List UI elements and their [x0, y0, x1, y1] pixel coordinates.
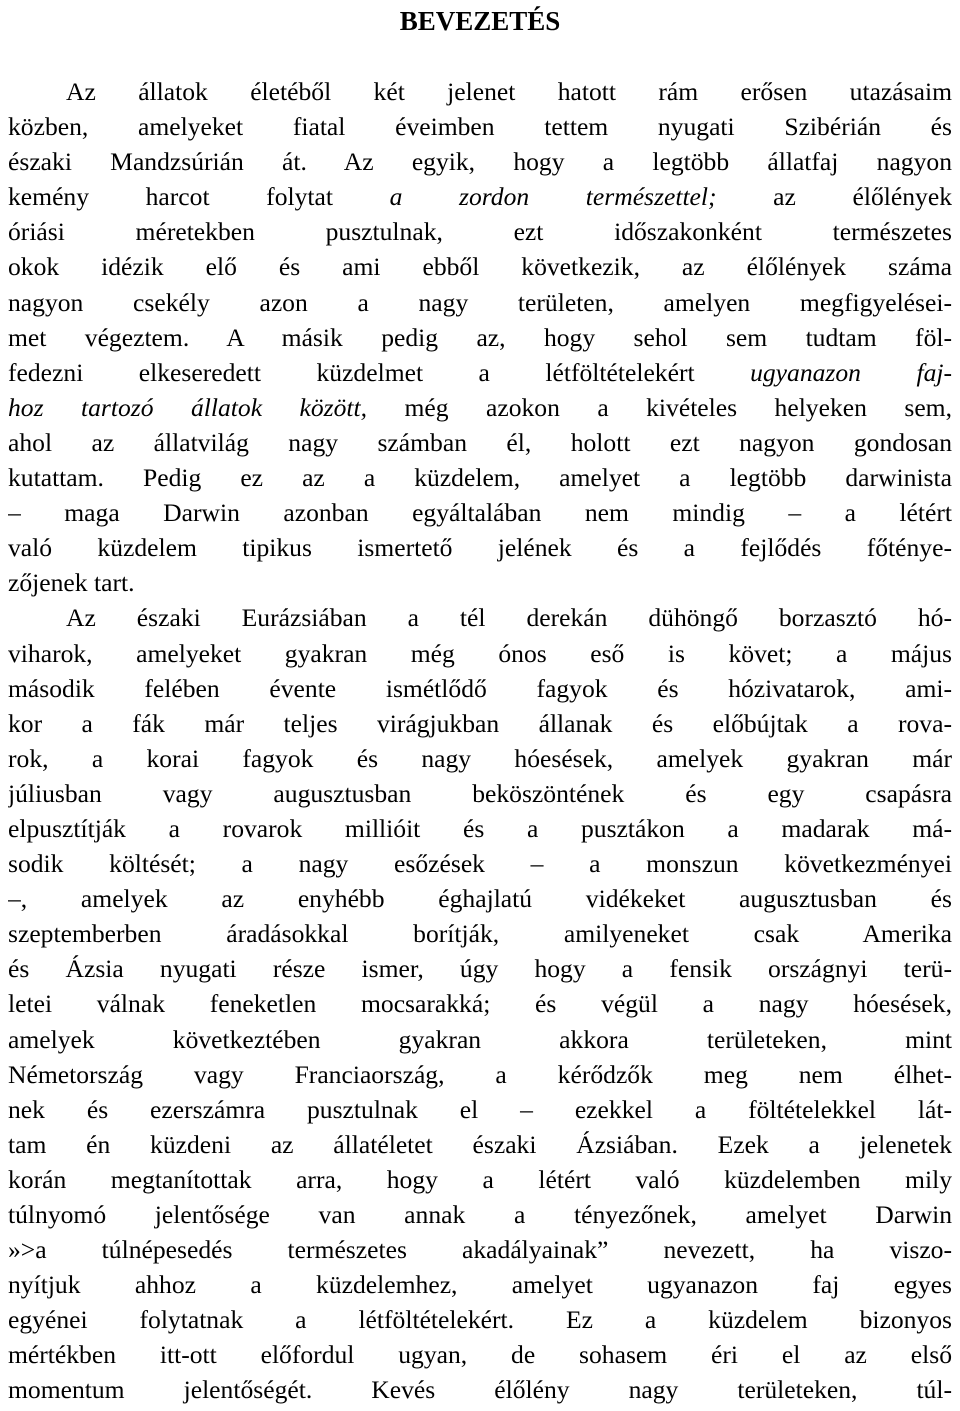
- text-line: [8, 951, 952, 986]
- text-line: [8, 144, 952, 179]
- text-segment: letei válnak feneketlen mocsarakká; és végül a nagy hóesések,: [8, 989, 952, 1019]
- text-line: [8, 1197, 952, 1232]
- text-line: [8, 179, 952, 214]
- document-page: [8, 0, 952, 1408]
- text-line: [8, 1127, 952, 1162]
- text-line: [8, 460, 952, 495]
- text-line: [8, 671, 952, 706]
- text-line: [8, 1337, 952, 1372]
- text-line: [8, 1092, 952, 1127]
- text-segment: amelyek következtében gyakran akkora területeken, mint: [8, 1024, 952, 1054]
- text-line: [8, 355, 952, 390]
- text-line: [8, 741, 952, 776]
- text-segment: kutattam. Pedig ez az a küzdelem, amelyet a legtöbb darwinista: [8, 463, 952, 493]
- text-line: [8, 636, 952, 671]
- text-segment: második felében évente ismétlődő fagyok és hózivatarok, ami-: [8, 673, 952, 703]
- text-segment: szeptemberben áradásokkal borítják, amilyeneket csak Amerika: [8, 919, 952, 949]
- text-segment: met végeztem. A másik pedig az, hogy sehol sem tudtam föl-: [8, 322, 952, 352]
- text-segment: Az állatok életéből két jelenet hatott rám erősen utazásaim: [66, 77, 952, 106]
- text-segment: Az északi Eurázsiában a tél derekán dühöngő borzasztó hó-: [66, 603, 952, 633]
- text-line: [8, 214, 952, 249]
- text-line: [8, 1022, 952, 1057]
- text-segment: mértékben itt-ott előfordul ugyan, de sohasem éri el az első: [8, 1340, 952, 1370]
- text-line: [8, 565, 952, 600]
- text-segment: –, amelyek az enyhébb éghajlatú vidékeket augusztusban és: [8, 884, 952, 914]
- text-segment: rok, a korai fagyok és nagy hóesések, amelyek gyakran már: [8, 743, 952, 773]
- text-segment: Németország vagy Franciaország, a kérődzők meg nem élhet-: [8, 1059, 952, 1089]
- italic-text-segment: ugyanazon faj-: [750, 357, 952, 387]
- text-line: [8, 530, 952, 565]
- text-line: [8, 1162, 952, 1197]
- text-line: [8, 1302, 952, 1337]
- text-segment: nyítjuk ahhoz a küzdelemhez, amelyet ugyanazon faj egyes: [8, 1270, 952, 1300]
- text-line: [8, 706, 952, 741]
- text-line: [8, 425, 952, 460]
- text-line: [8, 320, 952, 355]
- text-line: [8, 390, 952, 425]
- text-segment: még azokon a kivételes helyeken sem,: [367, 392, 952, 422]
- text-segment: ahol az állatvilág nagy számban él, holott ezt nagyon gondosan: [8, 427, 952, 457]
- text-segment: és Ázsia nyugati része ismer, úgy hogy a fensik országnyi terü-: [8, 954, 952, 984]
- text-segment: tam én küzdeni az állatéletet északi Ázsiában. Ezek a jelenetek: [8, 1129, 952, 1159]
- text-line: [8, 109, 952, 144]
- text-segment: fedezni elkeseredett küzdelmet a létföltételekért: [8, 357, 751, 387]
- text-segment: közben, amelyeket fiatal éveimben tettem nyugati Szibérián és: [8, 112, 952, 142]
- text-segment: sodik költését; a nagy esőzések – a monszun következményei: [8, 849, 952, 879]
- text-segment: északi Mandzsúrián át. Az egyik, hogy a legtöbb állatfaj nagyon: [8, 147, 952, 177]
- text-line: [8, 249, 952, 284]
- text-line: [8, 1057, 952, 1092]
- text-segment: nagyon csekély azon a nagy területen, amelyen megfigyelései-: [8, 287, 952, 317]
- text-line: [8, 1372, 952, 1407]
- text-line: [8, 811, 952, 846]
- text-line: [8, 74, 952, 109]
- text-segment: túlnyomó jelentősége van annak a tényezőnek, amelyet Darwin: [8, 1200, 952, 1229]
- text-segment: az élőlények: [716, 182, 952, 212]
- text-segment: elpusztítják a rovarok millióit és a pusztákon a madarak má-: [8, 813, 952, 843]
- text-line: [8, 881, 952, 916]
- text-segment: óriási méretekben pusztulnak, ezt időszakonként természetes: [8, 217, 952, 247]
- text-segment: kor a fák már teljes virágjukban állanak és előbújtak a rova-: [8, 708, 952, 738]
- text-line: [8, 776, 952, 811]
- text-segment: zőjenek tart.: [8, 568, 135, 598]
- text-segment: egyénei folytatnak a létföltételekért. Ez a küzdelem bizonyos: [8, 1305, 952, 1335]
- body-text: [8, 74, 952, 1408]
- text-segment: »>a túlnépesedés természetes akadályainak” nevezett, ha viszo-: [8, 1235, 952, 1265]
- text-segment: momentum jelentőségét. Kevés élőlény nagy területeken, túl-: [8, 1375, 952, 1405]
- text-segment: viharok, amelyeket gyakran még ónos eső is követ; a május: [8, 638, 952, 668]
- chapter-title: BEVEZETÉS: [399, 6, 561, 36]
- text-line: [8, 916, 952, 951]
- text-line: [8, 285, 952, 320]
- text-line: [8, 495, 952, 530]
- text-segment: okok idézik elő és ami ebből következik, az élőlények száma: [8, 252, 952, 282]
- text-segment: kemény harcot folytat: [8, 182, 390, 212]
- text-line: [8, 1267, 952, 1302]
- text-segment: – maga Darwin azonban egyáltalában nem mindig – a létért: [8, 498, 952, 528]
- text-line: [8, 600, 952, 635]
- text-segment: nek és ezerszámra pusztulnak el – ezekkel a föltételekkel lát-: [8, 1094, 952, 1124]
- italic-text-segment: a zordon természettel;: [389, 182, 717, 212]
- text-line: [8, 986, 952, 1021]
- italic-text-segment: hoz tartozó állatok között,: [8, 392, 368, 422]
- text-segment: való küzdelem tipikus ismertető jelének és a fejlődés főténye-: [8, 533, 952, 563]
- text-segment: júliusban vagy augusztusban beköszöntének és egy csapásra: [8, 778, 952, 808]
- text-line: [8, 846, 952, 881]
- text-segment: korán megtanítottak arra, hogy a létért való küzdelemben mily: [8, 1164, 952, 1194]
- text-line: [8, 1232, 952, 1267]
